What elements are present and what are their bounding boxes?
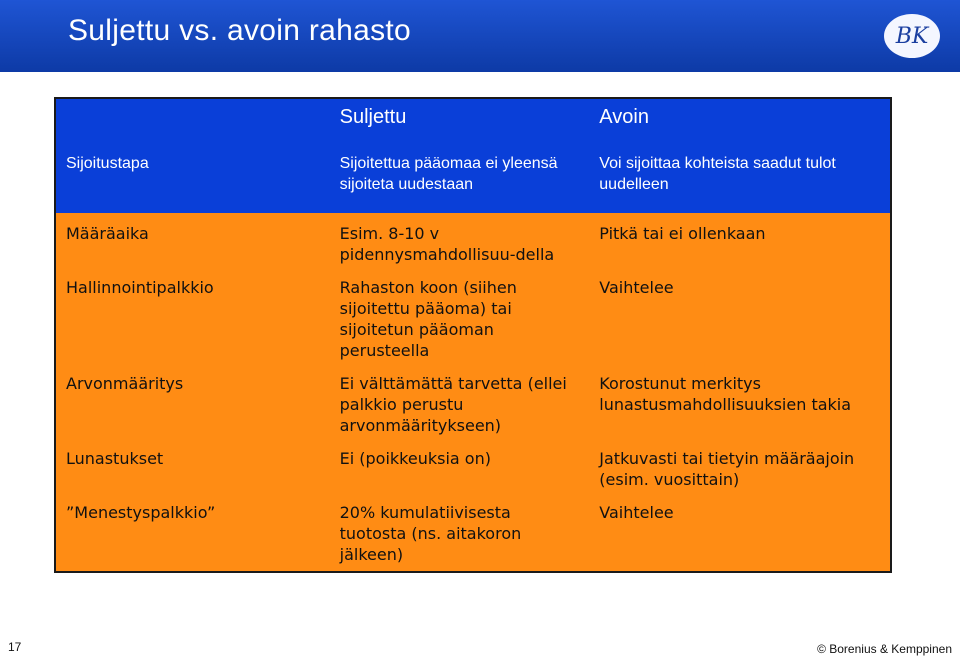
row-label: Hallinnointipalkkio bbox=[55, 271, 330, 367]
avoin-cell: Korostunut merkitys lunastusmahdollisuuksien takia bbox=[589, 367, 891, 442]
page-number: 17 bbox=[8, 640, 22, 654]
avoin-cell: Jatkuvasti tai tietyin määräajoin (esim. vuosittain) bbox=[589, 442, 891, 496]
row-label: Lunastukset bbox=[55, 442, 330, 496]
row-label: ”Menestyspalkkio” bbox=[55, 496, 330, 572]
avoin-cell: Vaihtelee bbox=[589, 496, 891, 572]
suljettu-cell: 20% kumulatiivisesta tuotosta (ns. aitakoron jälkeen) bbox=[330, 496, 590, 572]
table-row bbox=[55, 271, 891, 367]
row-label: Sijoitustapa bbox=[55, 145, 330, 213]
suljettu-cell: Ei välttämättä tarvetta (ellei palkkio perustu arvonmääritykseen) bbox=[330, 367, 590, 442]
table-row bbox=[55, 496, 891, 572]
suljettu-cell: Ei (poikkeuksia on) bbox=[330, 442, 590, 496]
header-cell-avoin: Avoin bbox=[589, 98, 891, 145]
company-logo bbox=[884, 14, 940, 58]
logo-text: BK bbox=[895, 23, 929, 49]
avoin-cell: Voi sijoittaa kohteista saadut tulot uudelleen bbox=[589, 145, 891, 213]
table-row bbox=[55, 145, 891, 213]
table-row bbox=[55, 367, 891, 442]
table-row bbox=[55, 442, 891, 496]
slide-title: Suljettu vs. avoin rahasto bbox=[68, 14, 411, 47]
table-row bbox=[55, 213, 891, 271]
avoin-cell: Vaihtelee bbox=[589, 271, 891, 367]
avoin-cell: Pitkä tai ei ollenkaan bbox=[589, 213, 891, 271]
row-label: Arvonmääritys bbox=[55, 367, 330, 442]
header-cell-suljettu: Suljettu bbox=[330, 98, 590, 145]
copyright-text: © Borenius & Kemppinen bbox=[817, 642, 952, 656]
suljettu-cell: Sijoitettua pääomaa ei yleensä sijoiteta uudestaan bbox=[330, 145, 590, 213]
header-cell-empty bbox=[55, 98, 330, 145]
suljettu-cell: Rahaston koon (siihen sijoitettu pääoma) tai sijoitetun pääoman perusteella bbox=[330, 271, 590, 367]
comparison-table bbox=[54, 97, 892, 573]
title-bar bbox=[0, 0, 960, 72]
suljettu-cell: Esim. 8-10 v pidennysmahdollisuu-della bbox=[330, 213, 590, 271]
table-header-row bbox=[55, 98, 891, 145]
row-label: Määräaika bbox=[55, 213, 330, 271]
